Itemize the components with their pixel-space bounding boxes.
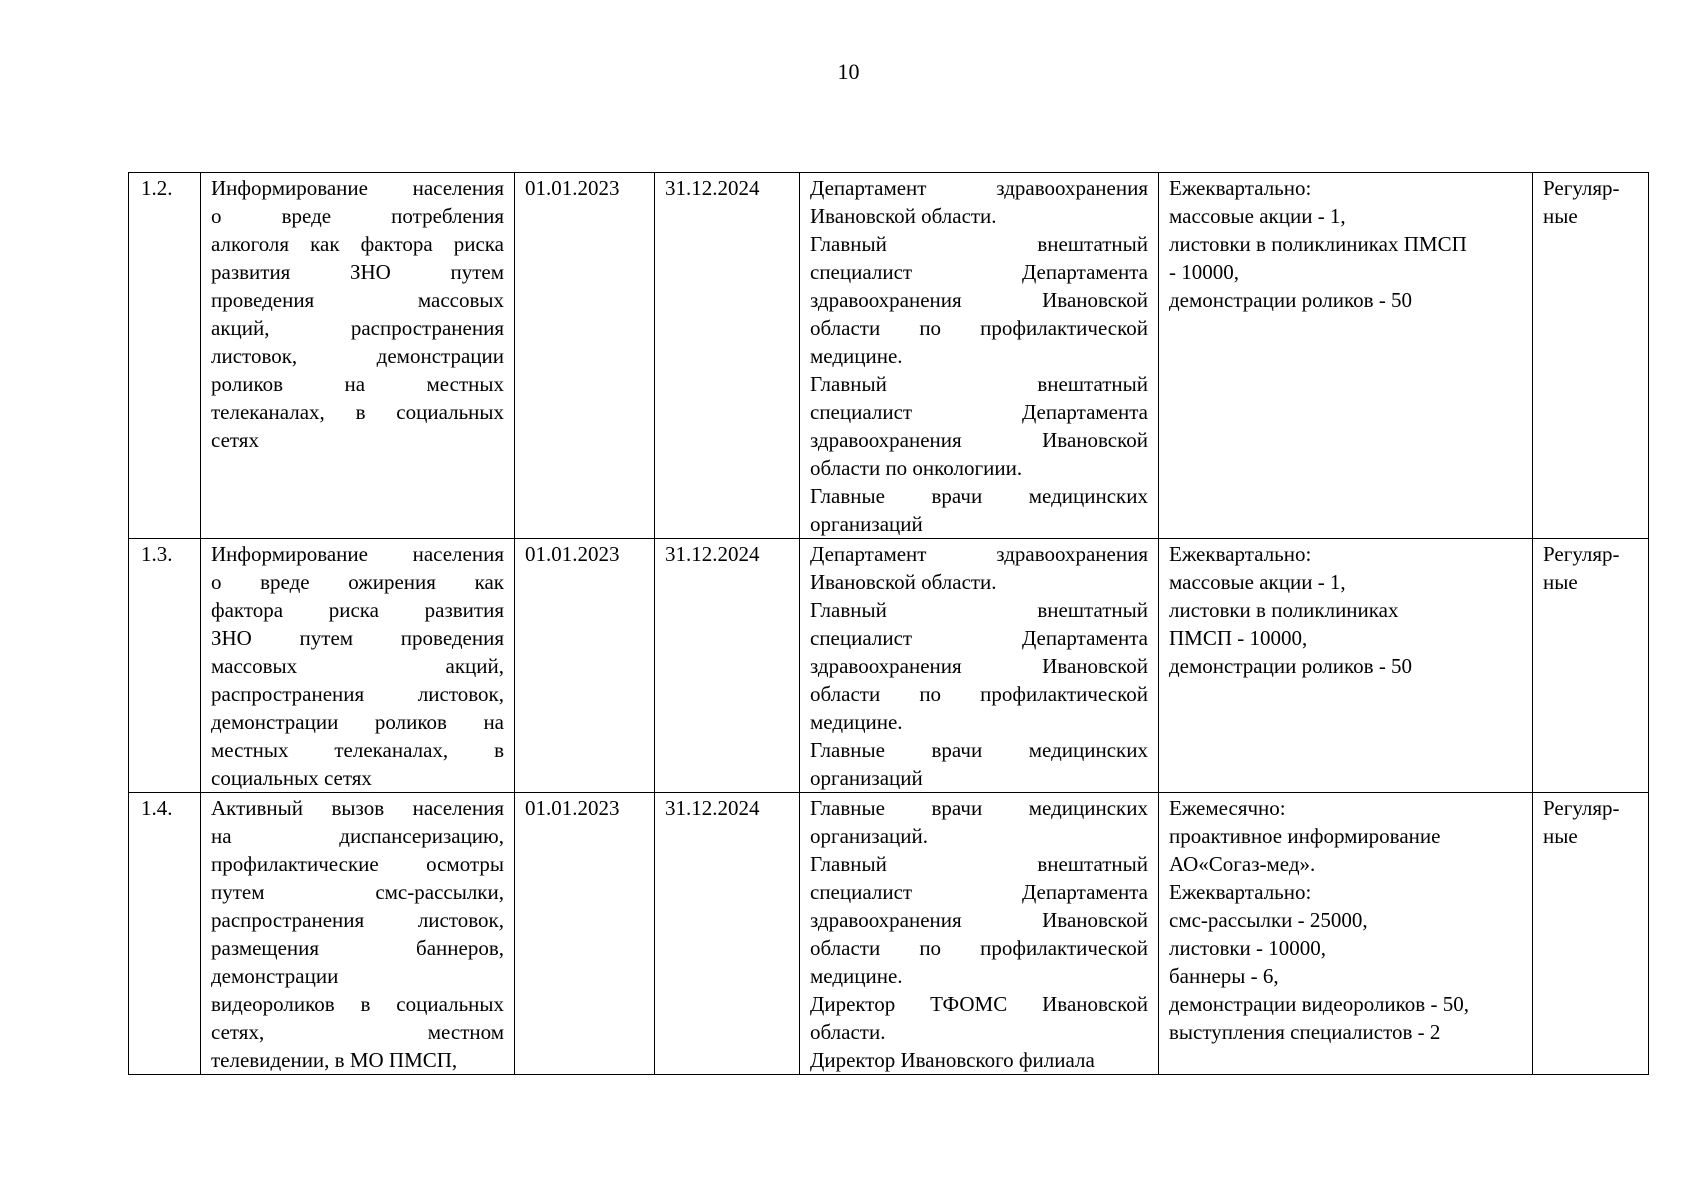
indicators-line: Ежеквартально:: [1169, 542, 1312, 566]
responsible-line: здравоохранения Ивановской: [810, 908, 1148, 932]
responsible-line: специалист Департамента: [810, 260, 1148, 284]
responsible-line: медицине.: [810, 710, 903, 734]
responsible-line: области по профилактической: [810, 316, 1148, 340]
responsible-line: Главный внештатный: [810, 232, 1148, 256]
indicators-line: демонстрации роликов - 50: [1169, 288, 1413, 312]
responsible-line: Директор Ивановского филиала: [810, 1048, 1095, 1072]
responsible-line: Ивановской области.: [810, 570, 997, 594]
activity-line: проведения массовых: [211, 288, 504, 312]
row-number: 1.3.: [129, 539, 201, 793]
periodicity-cell: [1533, 793, 1649, 1075]
responsible-line: Главные врачи медицинских: [810, 796, 1148, 820]
activity-line: Информирование населения: [211, 542, 504, 566]
activity-line: на диспансеризацию,: [211, 824, 504, 848]
activity-line: развития ЗНО путем: [211, 260, 504, 284]
start-date: 01.01.2023: [515, 793, 655, 1075]
responsible-line: Директор ТФОМС Ивановской: [810, 992, 1148, 1016]
activity-line: Информирование населения: [211, 176, 504, 200]
responsible-line: организаций: [810, 766, 923, 790]
activity-line: Активный вызов населения: [211, 796, 504, 820]
responsible-line: области по онкологиии.: [810, 456, 1023, 480]
responsible-line: области.: [810, 1020, 886, 1044]
table-row: [129, 539, 1649, 793]
activity-line: путем смс-рассылки,: [211, 880, 504, 904]
indicators-line: проактивное информирование: [1169, 824, 1441, 848]
activity-line: распространения листовок,: [211, 682, 504, 706]
indicators-line: - 10000,: [1169, 260, 1239, 284]
indicators-line: массовые акции - 1,: [1169, 204, 1346, 228]
responsible-line: Департамент здравоохранения: [810, 176, 1148, 200]
indicators-line: Ежеквартально:: [1169, 176, 1312, 200]
responsible-line: области по профилактической: [810, 936, 1148, 960]
activity-line: массовых акций,: [211, 654, 504, 678]
indicators-line: ПМСП - 10000,: [1169, 626, 1308, 650]
activity-line: сетях, местном: [211, 1020, 504, 1044]
responsible-line: организаций: [810, 512, 923, 536]
activity-line: роликов на местных: [211, 372, 504, 396]
responsible-line: специалист Департамента: [810, 880, 1148, 904]
periodicity-line: Регуляр-: [1543, 542, 1620, 566]
responsible-cell: [800, 793, 1159, 1075]
table-body: [129, 173, 1649, 1075]
periodicity-cell: [1533, 539, 1649, 793]
indicators-line: Ежемесячно:: [1169, 796, 1286, 820]
responsible-line: здравоохранения Ивановской: [810, 428, 1148, 452]
activity-line: сетях: [211, 428, 259, 452]
activity-line: распространения листовок,: [211, 908, 504, 932]
indicators-line: выступления специалистов - 2: [1169, 1020, 1441, 1044]
end-date: 31.12.2024: [655, 539, 800, 793]
indicators-line: Ежеквартально:: [1169, 880, 1312, 904]
start-date: 01.01.2023: [515, 173, 655, 539]
row-number: 1.4.: [129, 793, 201, 1075]
activity-line: телевидении, в МО ПМСП,: [211, 1048, 458, 1072]
row-number: 1.2.: [129, 173, 201, 539]
activity-line: листовок, демонстрации: [211, 344, 504, 368]
periodicity-line: ные: [1543, 204, 1578, 228]
activity-line: демонстрации: [211, 964, 339, 988]
indicators-line: АО«Согаз-мед».: [1169, 852, 1316, 876]
responsible-line: Главный внештатный: [810, 598, 1148, 622]
activity-line: телеканалах, в социальных: [211, 400, 504, 424]
indicators-line: листовки в поликлиниках ПМСП: [1169, 232, 1467, 256]
activity-cell: [201, 539, 515, 793]
activities-table: [128, 172, 1649, 1075]
indicators-line: смс-рассылки - 25000,: [1169, 908, 1368, 932]
responsible-line: специалист Департамента: [810, 400, 1148, 424]
periodicity-line: Регуляр-: [1543, 796, 1620, 820]
responsible-line: медицине.: [810, 344, 903, 368]
indicators-cell: [1159, 539, 1533, 793]
responsible-line: Департамент здравоохранения: [810, 542, 1148, 566]
responsible-line: Главные врачи медицинских: [810, 484, 1148, 508]
indicators-cell: [1159, 793, 1533, 1075]
responsible-line: здравоохранения Ивановской: [810, 288, 1148, 312]
page-number: 10: [837, 59, 860, 84]
indicators-cell: [1159, 173, 1533, 539]
activity-line: социальных сетях: [211, 766, 372, 790]
start-date: 01.01.2023: [515, 539, 655, 793]
activity-line: размещения баннеров,: [211, 936, 504, 960]
responsible-line: организаций.: [810, 824, 928, 848]
periodicity-cell: [1533, 173, 1649, 539]
responsible-line: Главный внештатный: [810, 372, 1148, 396]
activity-line: профилактические осмотры: [211, 852, 504, 876]
indicators-line: баннеры - 6,: [1169, 964, 1279, 988]
responsible-line: Ивановской области.: [810, 204, 997, 228]
activity-line: акций, распространения: [211, 316, 504, 340]
responsible-cell: [800, 539, 1159, 793]
periodicity-line: ные: [1543, 570, 1578, 594]
responsible-line: области по профилактической: [810, 682, 1148, 706]
responsible-line: специалист Департамента: [810, 626, 1148, 650]
periodicity-line: ные: [1543, 824, 1578, 848]
activity-line: видеороликов в социальных: [211, 992, 504, 1016]
responsible-line: Главный внештатный: [810, 852, 1148, 876]
activity-line: демонстрации роликов на: [211, 710, 504, 734]
indicators-line: листовки - 10000,: [1169, 936, 1327, 960]
activity-line: фактора риска развития: [211, 598, 504, 622]
periodicity-line: Регуляр-: [1543, 176, 1620, 200]
activity-line: местных телеканалах, в: [211, 738, 504, 762]
activity-cell: [201, 793, 515, 1075]
indicators-line: листовки в поликлиниках: [1169, 598, 1399, 622]
table-row: [129, 793, 1649, 1075]
activity-line: ЗНО путем проведения: [211, 626, 504, 650]
table-row: [129, 173, 1649, 539]
indicators-line: демонстрации видеороликов - 50,: [1169, 992, 1469, 1016]
responsible-cell: [800, 173, 1159, 539]
indicators-line: массовые акции - 1,: [1169, 570, 1346, 594]
end-date: 31.12.2024: [655, 793, 800, 1075]
activity-line: о вреде потребления: [211, 204, 504, 228]
responsible-line: здравоохранения Ивановской: [810, 654, 1148, 678]
activity-line: о вреде ожирения как: [211, 570, 504, 594]
responsible-line: медицине.: [810, 964, 903, 988]
indicators-line: демонстрации роликов - 50: [1169, 654, 1413, 678]
activity-line: алкоголя как фактора риска: [211, 232, 504, 256]
activity-cell: [201, 173, 515, 539]
end-date: 31.12.2024: [655, 173, 800, 539]
responsible-line: Главные врачи медицинских: [810, 738, 1148, 762]
